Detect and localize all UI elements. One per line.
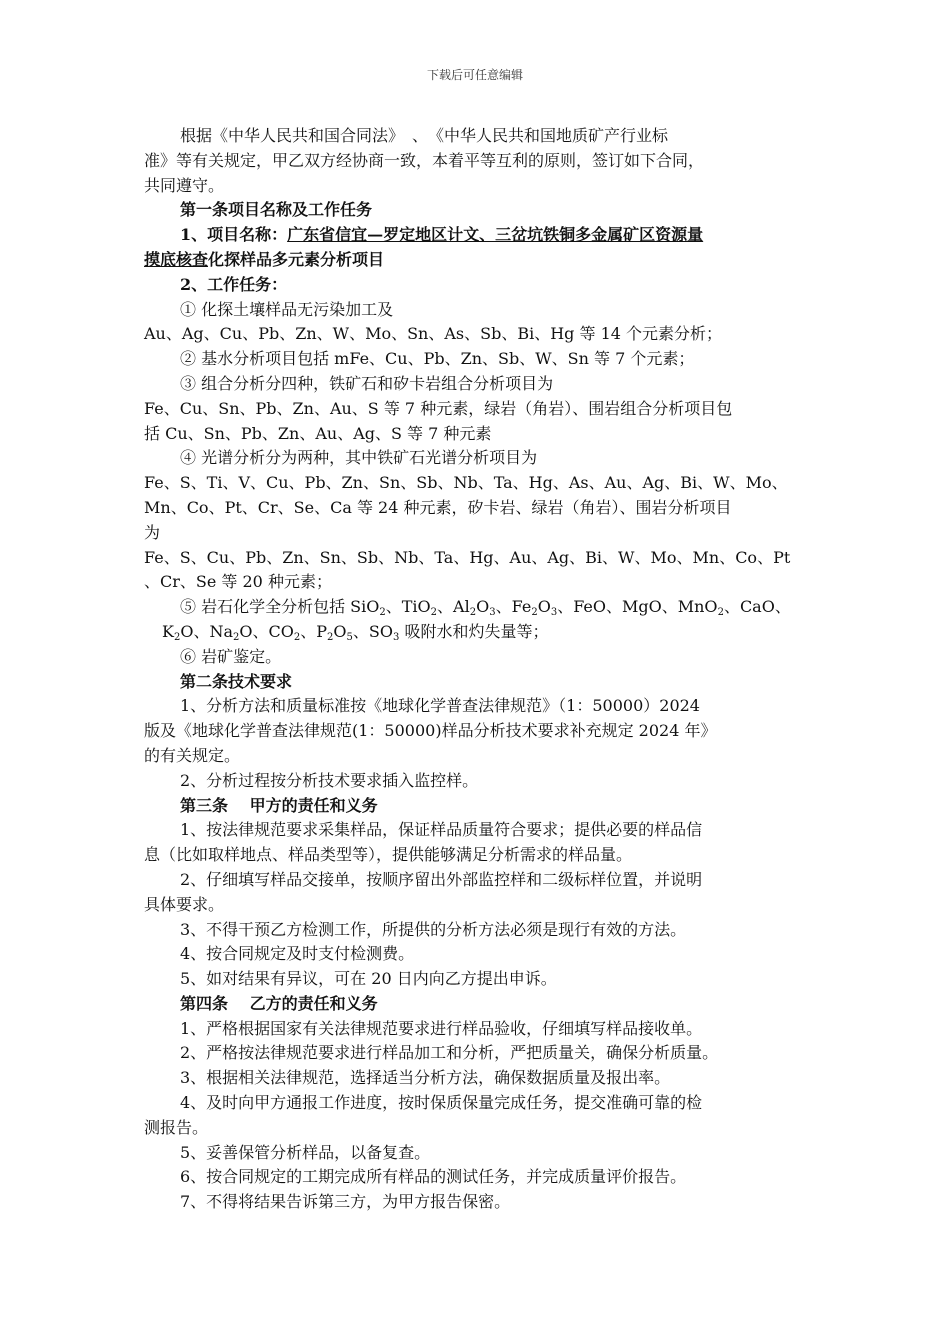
text-line: 的有关规定。 [144,745,241,765]
text-line: Mn、Co、Pt、Cr、Se、Ca 等 24 种元素，矽卡岩、绿岩（角岩）、围岩分析项目 [144,497,732,517]
text-line: 准》等有关规定，甲乙双方经协商一致，本着平等互利的原则，签订如下合同， [144,150,705,170]
text-line: 2、分析过程按分析技术要求插入监控样。 [180,770,479,790]
text-line: 2、工作任务： [180,274,288,294]
text-line: $K_2O$、$Na_2O$、$CO_2$、$P_2O_5$、$SO_3$ 吸附水和灼失量等； [162,621,549,643]
text-line: 3、根据相关法律规范，选择适当分析方法，确保数据质量及报出率。 [180,1068,671,1088]
text-line: 5、妥善保管分析样品，以备复查。 [180,1142,431,1162]
text-line: 2、仔细填写样品交接单，按顺序留出外部监控样和二级标样位置，并说明 [180,869,703,889]
contract-body [144,124,812,1215]
text-line: 2、严格按法律规范要求进行样品加工和分析，严把质量关，确保分析质量。 [180,1043,719,1063]
text-line: 为 [144,522,161,542]
text-line: Fe、S、Ti、V、Cu、Pb、Zn、Sn、Sb、Nb、Ta、Hg、As、Au、Ag、Bi、W、Mo、 [144,473,788,493]
text-line: ⑥ 岩矿鉴定。 [180,646,282,666]
page-header: 下载后可任意编辑 [426,68,523,82]
text-line: Fe、S、Cu、Pb、Zn、Sn、Sb、Nb、Ta、Hg、Au、Ag、Bi、W、Mo、Mn、Co、Pt [144,547,791,567]
underlined-text: 摸底核查 [144,249,209,269]
text-line: ④ 光谱分析分为两种，其中铁矿石光谱分析项目为 [180,448,538,468]
text-line [144,223,812,248]
text-line: 7、不得将结果告诉第三方，为甲方报告保密。 [180,1192,511,1212]
text-line: Fe、Cu、Sn、Pb、Zn、Au、S 等 7 种元素，绿岩（角岩）、围岩组合分析项目包 [144,398,733,418]
text-span: 化探样品多元素分析项目 [208,249,385,269]
text-line: ③ 组合分析分四种，铁矿石和矽卡岩组合分析项目为 [180,373,554,393]
text-line: 3、不得干预乙方检测工作，所提供的分析方法必须是现行有效的方法。 [180,919,687,939]
text-line: 第三条 甲方的责任和义务 [180,795,378,815]
text-span: 1、项目名称： [180,225,288,245]
text-line: 根据《中华人民共和国合同法》 、 《中华人民共和国地质矿产行业标 [180,126,669,145]
text-line: 第一条项目名称及工作任务 [180,200,373,220]
text-line: 1、严格根据国家有关法律规范要求进行样品验收，仔细填写样品接收单。 [180,1018,703,1038]
text-line: 、Cr、Se 等 20 种元素； [144,572,332,592]
text-line: 5、如对结果有异议，可在 20 日内向乙方提出申诉。 [180,969,557,989]
text-line: 6、按合同规定的工期完成所有样品的测试任务，并完成质量评价报告。 [180,1167,687,1187]
text-line: Au、Ag、Cu、Pb、Zn、W、Mo、Sn、As、Sb、Bi、Hg 等 14 个元素分析； [144,324,723,344]
text-line: 息（比如取样地点、样品类型等），提供能够满足分析需求的样品量。 [144,845,633,865]
text-line: 4、及时向甲方通报工作进度，按时保质保量完成任务，提交准确可靠的检 [180,1093,703,1113]
text-line: 4、按合同规定及时支付检测费。 [180,944,415,964]
text-line: 第四条 乙方的责任和义务 [180,993,378,1013]
text-line: ① 化探土壤样品无污染加工及 [180,299,394,319]
text-line: 测报告。 [144,1117,209,1137]
text-line: 1、按法律规范要求采集样品，保证样品质量符合要求；提供必要的样品信 [180,820,703,840]
text-line: ⑤ 岩石化学全分析包括 SiO$_2$、TiO$_2$、$Al_2O_3$、$Fe_2O_3$、FeO、MgO、MnO$_2$、CaO、 [180,597,791,619]
text-line: ② 基水分析项目包括 mFe、Cu、Pb、Zn、Sb、W、Sn 等 7 个元素； [180,349,695,369]
text-line: 版及《地球化学普查法律规范(1：50000)样品分析技术要求补充规定 2024 年》 [144,721,717,741]
text-line: 具体要求。 [144,894,225,914]
text-line: 1、分析方法和质量标准按《地球化学普查法律规范》（1：50000）2024 [180,696,700,716]
text-line: 共同遵守。 [144,175,225,195]
text-line: 括 Cu、Sn、Pb、Zn、Au、Ag、S 等 7 种元素 [144,423,492,443]
text-line [144,248,812,273]
underlined-text: 广东省信宜—罗定地区计文、三岔坑铁铜多金属矿区资源量 [287,225,704,245]
text-line: 第二条技术要求 [180,671,293,691]
